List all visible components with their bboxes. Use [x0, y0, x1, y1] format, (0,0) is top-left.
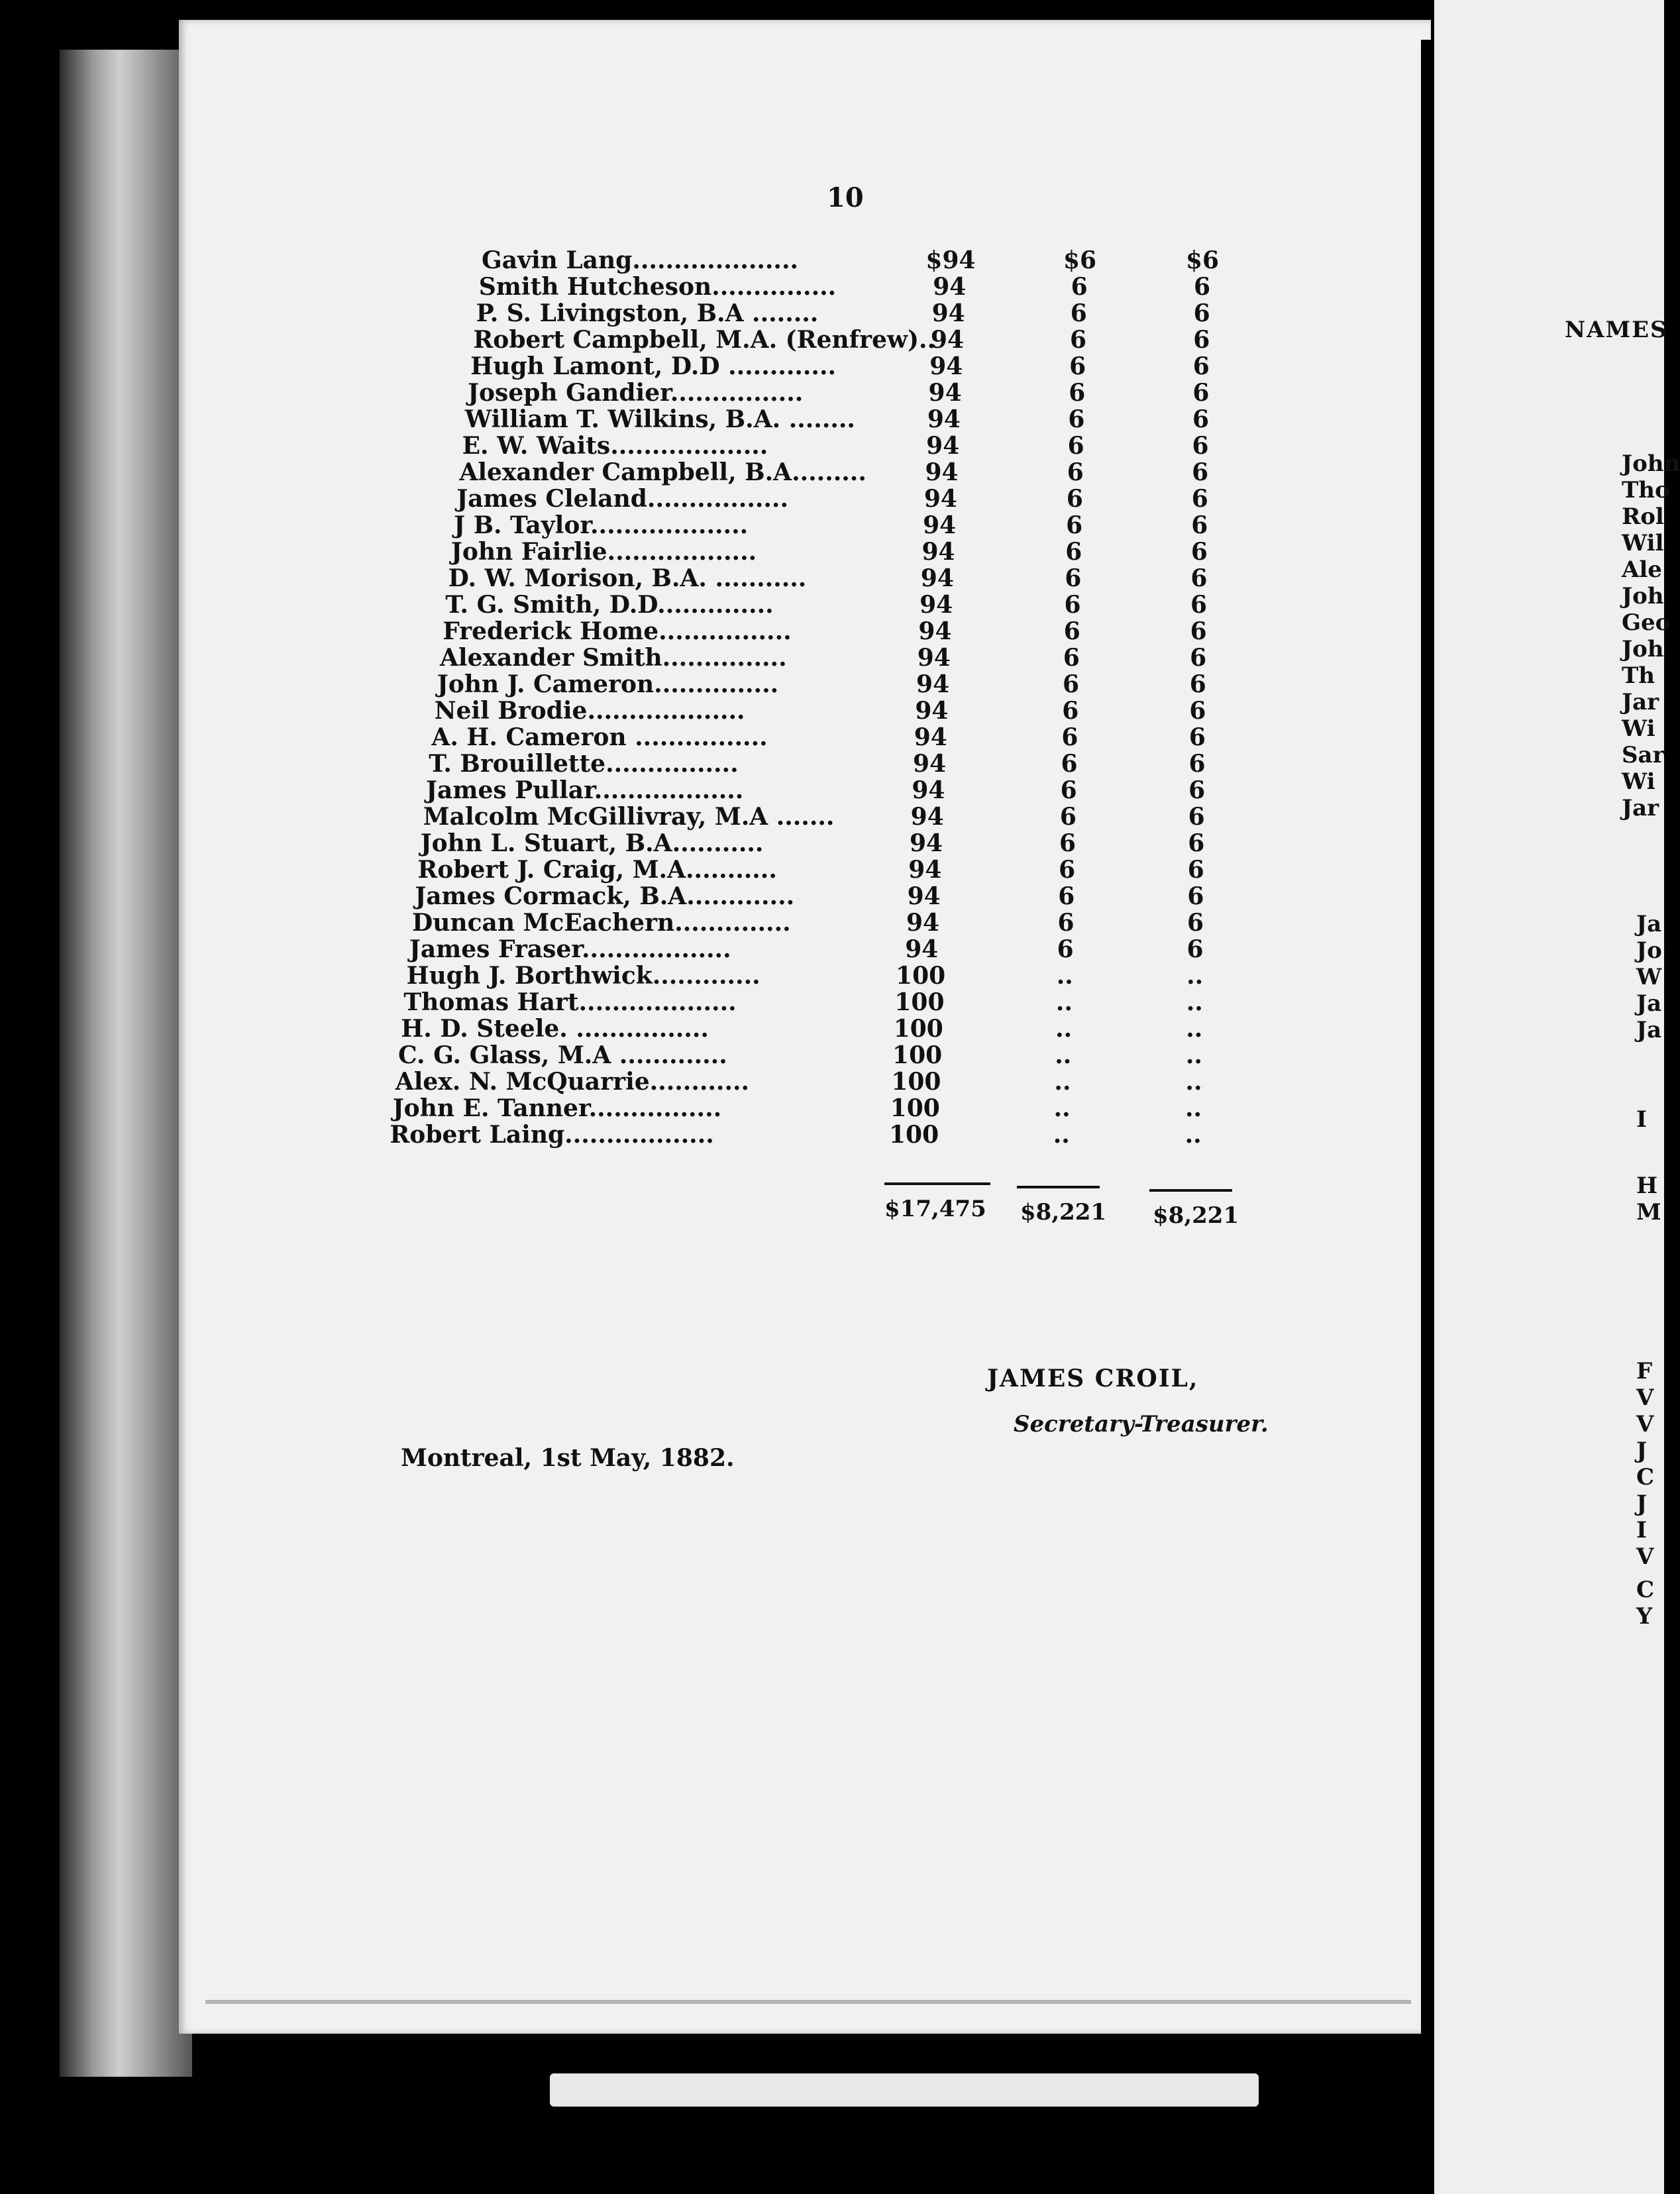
right-page-fragment: Y — [1636, 1603, 1653, 1630]
table-row — [0, 1094, 1664, 1121]
subscriber-name: James Cleland................. — [456, 485, 788, 513]
subscriber-name: T. Brouillette................ — [429, 750, 739, 778]
total-col3: $8,221 — [1153, 1202, 1239, 1229]
right-page-fragment: Wi — [1622, 768, 1655, 795]
table-row — [0, 750, 1664, 776]
amount-col1: 100 — [894, 988, 945, 1016]
amount-col3: 6 — [1187, 882, 1204, 910]
right-page-fragment: Wil — [1622, 530, 1664, 556]
amount-col1: 100 — [893, 1015, 943, 1043]
amount-col3: 6 — [1190, 644, 1207, 672]
table-row — [0, 511, 1664, 538]
amount-col2: 6 — [1065, 538, 1082, 566]
right-page-fragment: Joh — [1622, 583, 1664, 609]
table-row — [0, 432, 1664, 458]
right-page-fragment: F — [1636, 1358, 1653, 1384]
right-page-fragment: Th — [1622, 662, 1655, 689]
amount-col2: 6 — [1063, 617, 1080, 645]
amount-col2: 6 — [1060, 776, 1077, 804]
subscriber-name: John J. Cameron............... — [437, 670, 779, 698]
amount-col3: 6 — [1192, 405, 1209, 433]
total-rule-col1 — [884, 1182, 990, 1185]
subscriber-name: James Cormack, B.A............. — [415, 882, 795, 910]
amount-col1: 94 — [923, 485, 957, 513]
amount-col2: 6 — [1061, 723, 1078, 751]
dateline: Montreal, 1st May, 1882. — [401, 1444, 735, 1472]
table-row — [0, 273, 1664, 299]
amount-col2: 6 — [1059, 829, 1076, 857]
right-page-fragment: Ja — [1636, 990, 1662, 1017]
subscriber-name: P. S. Livingston, B.A ........ — [476, 299, 819, 327]
right-page-fragment: J — [1636, 1490, 1648, 1517]
subscriber-name: Hugh Lamont, D.D ............. — [470, 352, 837, 380]
amount-col1: 94 — [910, 803, 944, 831]
page-stack-edge — [550, 2073, 1259, 2107]
subscriber-name: Duncan McEachern.............. — [412, 909, 791, 937]
subscriber-name: Thomas Hart................... — [403, 988, 737, 1016]
right-page-fragment: M — [1636, 1199, 1661, 1226]
table-row — [0, 644, 1664, 670]
right-page-fragment: V — [1636, 1411, 1654, 1437]
amount-col3: 6 — [1189, 670, 1206, 698]
amount-col1: 94 — [908, 856, 942, 884]
amount-col1: 94 — [906, 909, 940, 937]
subscriber-name: Neil Brodie................... — [434, 697, 745, 725]
amount-col3: 6 — [1190, 538, 1208, 566]
right-page-fragment: Jar — [1622, 795, 1659, 821]
amount-col3: 6 — [1190, 591, 1208, 619]
right-page-heading: NAMES — [1565, 317, 1668, 343]
subscriber-name: John E. Tanner................ — [392, 1094, 722, 1122]
table-row — [0, 697, 1664, 723]
table-row — [0, 803, 1664, 829]
amount-col3: 6 — [1192, 458, 1209, 486]
table-row — [0, 909, 1664, 935]
table-row — [0, 670, 1664, 697]
amount-col1: 94 — [912, 776, 945, 804]
subscriber-name: William T. Wilkins, B.A. ........ — [464, 405, 855, 433]
amount-col1: 94 — [923, 511, 957, 539]
amount-col1: 94 — [920, 564, 954, 592]
amount-col3: 6 — [1188, 723, 1206, 751]
right-page-fragment: Sar — [1622, 742, 1665, 768]
amount-col3: .. — [1186, 988, 1203, 1016]
total-col2: $8,221 — [1020, 1199, 1107, 1226]
amount-col2: 6 — [1069, 379, 1086, 407]
table-row — [0, 379, 1664, 405]
right-page-fragment: Jar — [1622, 689, 1659, 715]
amount-col1: 94 — [913, 750, 947, 778]
right-page-fragment: Ja — [1636, 1017, 1662, 1043]
table-row — [0, 591, 1664, 617]
subscriber-name: James Fraser.................. — [409, 935, 731, 963]
subscriber-name: D. W. Morison, B.A. ........... — [448, 564, 807, 592]
amount-col1: 100 — [888, 1121, 939, 1149]
amount-col1: 94 — [905, 935, 939, 963]
amount-col1: 94 — [915, 697, 949, 725]
subscriber-name: J B. Taylor................... — [454, 511, 749, 539]
amount-col1: 94 — [930, 326, 964, 354]
amount-col1: 100 — [892, 1041, 943, 1069]
subscriber-name: Alexander Smith............... — [440, 644, 787, 672]
amount-col2: 6 — [1067, 432, 1084, 460]
subscriber-name: John Fairlie.................. — [450, 538, 757, 566]
amount-col3: .. — [1186, 962, 1204, 990]
amount-col2: 6 — [1066, 485, 1083, 513]
amount-col2: .. — [1055, 988, 1073, 1016]
table-row — [0, 882, 1664, 909]
subscriber-name: John L. Stuart, B.A........... — [420, 829, 764, 857]
right-page-fragment: John — [1622, 450, 1680, 477]
amount-col1: 94 — [925, 458, 959, 486]
table-row — [0, 564, 1664, 591]
amount-col1: 94 — [916, 670, 950, 698]
total-col1: $17,475 — [884, 1196, 986, 1222]
amount-col1: 100 — [896, 962, 946, 990]
amount-col3: 6 — [1189, 697, 1206, 725]
amount-col2: 6 — [1069, 326, 1086, 354]
right-page-fragment: Ale — [1622, 556, 1662, 583]
amount-col3: $6 — [1185, 246, 1220, 274]
amount-col3: 6 — [1186, 909, 1204, 937]
table-row — [0, 829, 1664, 856]
right-page-fragment: I — [1636, 1106, 1647, 1133]
amount-col2: 6 — [1059, 856, 1076, 884]
amount-col3: 6 — [1190, 564, 1208, 592]
subscriber-name: T. G. Smith, D.D.............. — [445, 591, 774, 619]
subscriber-name: E. W. Waits................... — [462, 432, 768, 460]
amount-col1: 94 — [927, 405, 961, 433]
right-page-fragment: V — [1636, 1384, 1654, 1411]
amount-col2: 6 — [1064, 591, 1081, 619]
signatory-name: JAMES CROIL, — [987, 1365, 1199, 1392]
amount-col2: 6 — [1057, 935, 1074, 963]
amount-col3: 6 — [1191, 511, 1208, 539]
amount-col2: 6 — [1061, 750, 1078, 778]
amount-col3: .. — [1185, 1094, 1202, 1122]
amount-col3: 6 — [1192, 379, 1210, 407]
right-page-fragment: H — [1636, 1173, 1658, 1199]
total-rule-col2 — [1017, 1186, 1100, 1188]
amount-col1: 100 — [891, 1068, 941, 1096]
amount-col2: .. — [1056, 962, 1073, 990]
right-page-fragment: Tho — [1622, 477, 1670, 503]
subscriber-name: A. H. Cameron ................ — [431, 723, 768, 751]
table-row — [0, 962, 1664, 988]
amount-col3: 6 — [1194, 273, 1211, 301]
amount-col1: 100 — [890, 1094, 940, 1122]
subscriber-name: H. D. Steele. ................ — [401, 1015, 709, 1043]
amount-col2: 6 — [1063, 644, 1080, 672]
amount-col2: 6 — [1067, 458, 1084, 486]
subscriber-name: Hugh J. Borthwick............. — [406, 962, 761, 990]
table-row — [0, 723, 1664, 750]
subscriber-name: Alexander Campbell, B.A......... — [459, 458, 866, 486]
amount-col1: 94 — [917, 644, 951, 672]
amount-col1: 94 — [918, 617, 952, 645]
amount-col3: 6 — [1188, 750, 1206, 778]
amount-col1: 94 — [909, 829, 943, 857]
right-page-fragment: V — [1636, 1543, 1654, 1570]
table-row — [0, 1041, 1664, 1068]
amount-col2: .. — [1055, 1041, 1072, 1069]
amount-col3: 6 — [1193, 299, 1210, 327]
page-number: 10 — [827, 182, 864, 213]
signatory-title: Secretary-Treasurer. — [1014, 1411, 1269, 1437]
right-page-fragment: Rol — [1622, 503, 1664, 530]
subscriber-name: Robert Laing.................. — [390, 1121, 714, 1149]
amount-col3: .. — [1184, 1121, 1202, 1149]
amount-col3: 6 — [1192, 352, 1210, 380]
right-page-fragment: C — [1636, 1577, 1655, 1603]
amount-col1: 94 — [933, 273, 967, 301]
amount-col3: 6 — [1190, 617, 1207, 645]
amount-col2: 6 — [1057, 909, 1075, 937]
amount-col2: .. — [1053, 1094, 1071, 1122]
amount-col3: 6 — [1188, 829, 1205, 857]
amount-col2: 6 — [1066, 511, 1083, 539]
amount-col3: .. — [1185, 1041, 1202, 1069]
subscriber-name: Robert J. Craig, M.A........... — [417, 856, 777, 884]
amount-col2: 6 — [1069, 352, 1086, 380]
right-page-fragment: Wi — [1622, 715, 1655, 742]
right-page-fragment: C — [1636, 1464, 1655, 1490]
amount-col1: 94 — [907, 882, 941, 910]
table-row — [0, 485, 1664, 511]
right-page-fragment: I — [1636, 1517, 1647, 1543]
amount-col1: 94 — [914, 723, 947, 751]
table-row — [0, 1121, 1664, 1147]
right-page-fragment: W — [1636, 964, 1662, 990]
amount-col3: 6 — [1186, 935, 1204, 963]
subscriber-name: Malcolm McGillivray, M.A ....... — [423, 803, 835, 831]
amount-col1: 94 — [921, 538, 955, 566]
table-row — [0, 538, 1664, 564]
amount-col3: 6 — [1188, 803, 1205, 831]
amount-col3: .. — [1185, 1068, 1202, 1096]
table-row — [0, 458, 1664, 485]
subscriber-name: Gavin Lang.................... — [482, 246, 799, 274]
table-row — [0, 246, 1664, 273]
subscriber-name: Smith Hutcheson............... — [478, 273, 837, 301]
amount-col2: 6 — [1071, 273, 1088, 301]
right-page-fragment: Jo — [1636, 937, 1662, 964]
right-page-fragment: J — [1636, 1437, 1648, 1464]
right-page-fragment: Geo — [1622, 609, 1671, 636]
amount-col2: 6 — [1065, 564, 1082, 592]
amount-col1: 94 — [919, 591, 953, 619]
amount-col1: 94 — [931, 299, 965, 327]
table-row — [0, 1068, 1664, 1094]
right-page-fragment: Ja — [1636, 911, 1662, 937]
table-row — [0, 1015, 1664, 1041]
amount-col2: 6 — [1062, 697, 1079, 725]
amount-col2: 6 — [1058, 882, 1075, 910]
amount-col3: 6 — [1193, 326, 1210, 354]
amount-col3: 6 — [1187, 856, 1204, 884]
subscriber-name: James Pullar.................. — [426, 776, 744, 804]
subscriber-name: Alex. N. McQuarrie............ — [395, 1068, 750, 1096]
amount-col1: $94 — [925, 246, 976, 274]
page-bottom-edge — [205, 2000, 1411, 2004]
table-row — [0, 326, 1664, 352]
amount-col3: .. — [1186, 1015, 1203, 1043]
right-page-fragment: Joh — [1622, 636, 1664, 662]
subscriber-name: Robert Campbell, M.A. (Renfrew).. — [473, 326, 936, 354]
amount-col1: 94 — [926, 432, 960, 460]
amount-col2: 6 — [1068, 405, 1085, 433]
amount-col2: .. — [1054, 1068, 1071, 1096]
amount-col1: 94 — [928, 379, 962, 407]
amount-col2: 6 — [1063, 670, 1080, 698]
amount-col2: 6 — [1070, 299, 1087, 327]
table-row — [0, 352, 1664, 379]
table-row — [0, 617, 1664, 644]
table-row — [0, 935, 1664, 962]
table-row — [0, 988, 1664, 1015]
amount-col3: 6 — [1191, 485, 1208, 513]
subscriber-name: C. G. Glass, M.A ............. — [398, 1041, 727, 1069]
total-rule-col3 — [1149, 1189, 1232, 1192]
amount-col2: .. — [1053, 1121, 1070, 1149]
amount-col2: .. — [1055, 1015, 1073, 1043]
amount-col2: 6 — [1059, 803, 1076, 831]
table-row — [0, 856, 1664, 882]
subscriber-name: Frederick Home................ — [443, 617, 792, 645]
table-row — [0, 405, 1664, 432]
subscriber-name: Joseph Gandier................ — [468, 379, 804, 407]
table-row — [0, 299, 1664, 326]
amount-col3: 6 — [1188, 776, 1206, 804]
table-row — [0, 776, 1664, 803]
amount-col1: 94 — [929, 352, 963, 380]
amount-col2: $6 — [1063, 246, 1097, 274]
amount-col3: 6 — [1192, 432, 1209, 460]
